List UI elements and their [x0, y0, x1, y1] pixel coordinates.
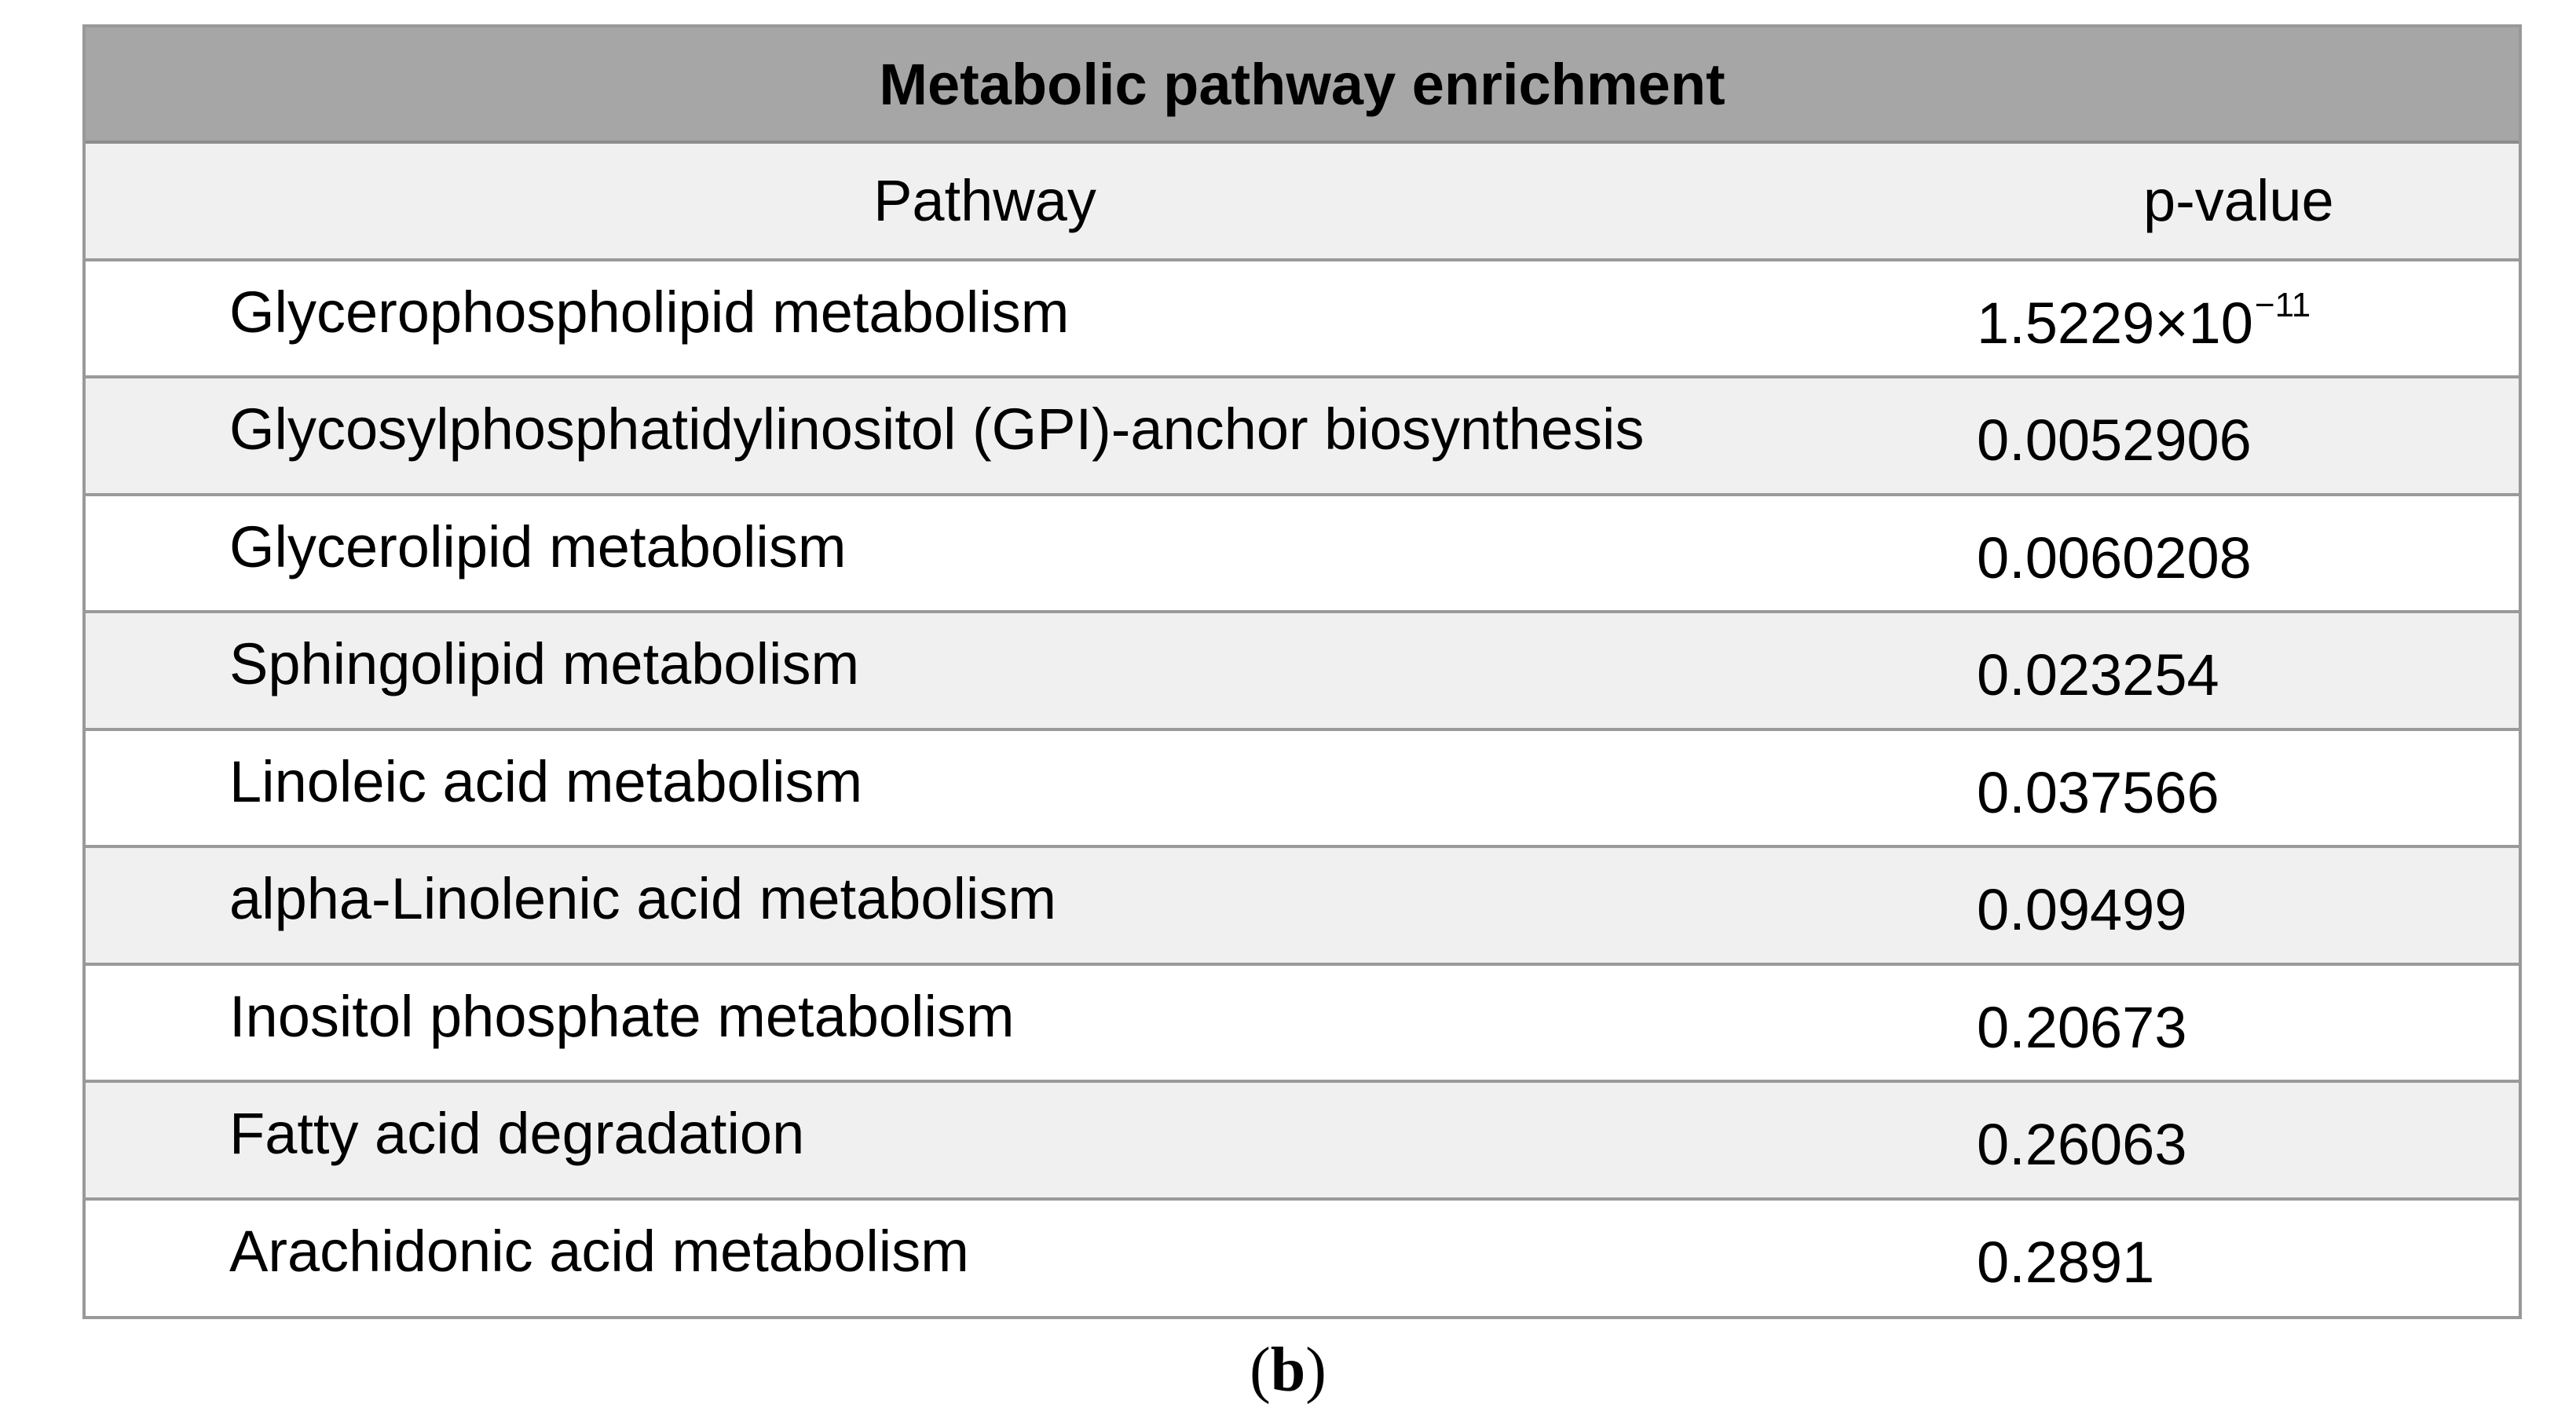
table-row [86, 1201, 2519, 1318]
table-row [86, 261, 2519, 379]
pvalue-cell: 0.023254 [1977, 642, 2219, 707]
pathway-cell: alpha-Linolenic acid metabolism [229, 866, 1057, 931]
table-row [86, 966, 2519, 1084]
figure-caption [0, 1335, 2576, 1406]
pathway-cell: Linoleic acid metabolism [229, 748, 863, 814]
pvalue-cell: 0.26063 [1977, 1112, 2187, 1177]
caption-close-paren: ) [1305, 1336, 1326, 1405]
pvalue-mantissa: 1.5229×10 [1977, 290, 2253, 356]
pvalue-exponent: −11 [2254, 285, 2311, 324]
pvalue-cell: 0.2891 [1977, 1229, 2155, 1295]
pvalue-cell: 0.20673 [1977, 994, 2187, 1060]
enrichment-table [82, 24, 2522, 1319]
pvalue-cell: 0.037566 [1977, 759, 2219, 825]
caption-open-paren: ( [1250, 1336, 1271, 1405]
table-row [86, 848, 2519, 966]
table-row [86, 378, 2519, 496]
pathway-cell: Inositol phosphate metabolism [229, 983, 1015, 1049]
pathway-cell: Glycerolipid metabolism [229, 514, 847, 579]
column-header-pvalue: p-value [2143, 168, 2334, 234]
column-header-pathway: Pathway [873, 168, 1096, 234]
pathway-cell: Fatty acid degradation [229, 1101, 805, 1166]
pvalue-cell: 0.0060208 [1977, 525, 2252, 590]
pvalue-cell [1977, 285, 2311, 356]
table-header-row [86, 144, 2519, 261]
pathway-cell: Glycosylphosphatidylinositol (GPI)-anchor biosynthesis [229, 397, 1645, 462]
table-row [86, 613, 2519, 731]
table-row [86, 496, 2519, 614]
pathway-cell: Sphingolipid metabolism [229, 631, 860, 696]
pathway-cell: Arachidonic acid metabolism [229, 1218, 969, 1284]
caption-label: b [1270, 1336, 1306, 1405]
table-title: Metabolic pathway enrichment [86, 27, 2519, 144]
table-row [86, 731, 2519, 849]
pvalue-cell: 0.0052906 [1977, 408, 2252, 473]
table-row [86, 1083, 2519, 1201]
pathway-cell: Glycerophospholipid metabolism [229, 279, 1070, 345]
pvalue-cell: 0.09499 [1977, 877, 2187, 942]
